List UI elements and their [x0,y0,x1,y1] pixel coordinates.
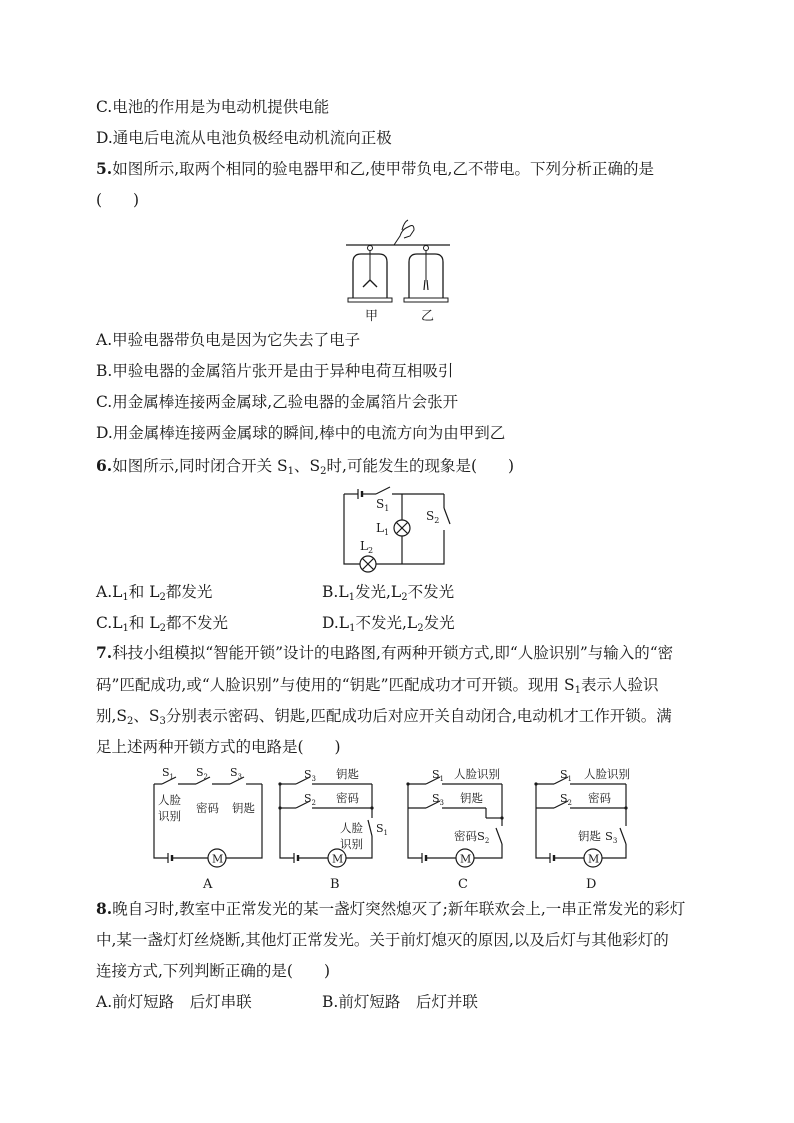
svg-text:钥匙: 钥匙 [336,767,359,781]
q5-stem-text: 如图所示,取两个相同的验电器甲和乙,使甲带负电,乙不带电。下列分析正确的是 [112,160,654,178]
switch-s2 [444,508,450,524]
svg-text:S1: $S_1$ [376,822,389,837]
svg-text:M: M [212,852,224,866]
label-c: C [458,877,468,892]
svg-text:M: M [332,852,344,866]
q6-option-d: $D.L_1$不发光$,L_2$发光 [322,614,455,634]
yi-metal-ball [424,246,429,251]
svg-text:S1: $S_1$ [376,497,390,513]
label-yi: 乙 [421,309,435,324]
svg-text:人脸: 人脸 [340,821,363,835]
q5-option-a: A.甲验电器带负电是因为它失去了电子 [96,331,361,349]
q7-stem-line3: 别$,S_2$、$S_3$分别表示密码、钥匙,匹配成功后对应开关自动闭合,电动机才工作开锁。满 [96,707,672,727]
svg-text:S2: $S_2$ [560,792,573,807]
q8-option-a: A.前灯短路 后灯串联 [96,993,252,1011]
q4-option-c: C.电池的作用是为电动机提供电能 [96,98,330,116]
svg-text:S2: $S_2$ [304,792,317,807]
svg-text:密码S2: 密码$S_2$ [454,829,490,845]
q6-circuit-figure [336,482,456,574]
svg-text:识别: 识别 [158,809,181,823]
label-d: D [586,877,597,892]
circuit-c [406,767,503,892]
q6-option-b: $B.L_1$发光$,L_2$不发光 [322,583,455,603]
q5-option-b: B.甲验电器的金属箔片张开是由于异种电荷互相吸引 [96,362,454,380]
svg-text:L2: $L_2$ [360,539,374,555]
q7-stem-line4: 足上述两种开锁方式的电路是( ) [96,738,341,756]
yi-foil-leaves [424,280,428,290]
svg-text:钥匙: 钥匙 [232,801,255,815]
circuit-a [154,766,262,892]
svg-text:S2: $S_2$ [426,509,440,525]
q6-stem: 6.如图所示,同时闭合开关 $S_1$、$S_2$时,可能发生的现象是( ) [96,456,515,477]
svg-text:钥匙: 钥匙 [460,791,483,805]
q8-stem-line2: 中,某一盏灯灯丝烧断,其他灯正常发光。关于前灯熄灭的原因,以及后灯与其他彩灯的 [96,931,669,949]
svg-text:密码: 密码 [588,791,611,805]
svg-text:S1: $S_1$ [162,766,175,781]
q5-option-c: C.用金属棒连接两金属球,乙验电器的金属箔片会张开 [96,393,459,411]
jia-foil-leaves [363,280,377,287]
q8-option-b: B.前灯短路 后灯并联 [322,993,478,1011]
q5-electroscope-figure [344,214,454,326]
q5-option-d: D.用金属棒连接两金属球的瞬间,棒中的电流方向为由甲到乙 [96,424,506,442]
svg-text:M: M [588,852,600,866]
yi-base [404,298,448,302]
svg-text:S3: $S_3$ [432,792,445,807]
q7-number: 7. [96,643,113,662]
switch-s1 [376,487,390,494]
q5-number: 5. [96,159,113,178]
svg-text:S1: $S_1$ [560,768,573,783]
circuit-d [534,767,630,892]
q4-option-d: D.通电后电流从电池负极经电动机流向正极 [96,129,392,147]
q8-stem-line3: 连接方式,下列判断正确的是( ) [96,962,331,980]
svg-text:人脸识别: 人脸识别 [584,767,630,781]
q5-bracket: ( ) [96,191,140,209]
q7-circuit-figures [146,764,646,894]
svg-text:S1: $S_1$ [432,768,445,783]
q7-stem-line1: 7.科技小组模拟“智能开锁”设计的电路图,有两种开锁方式,即“人脸识别”与输入的“密 [96,643,674,662]
svg-text:人脸识别: 人脸识别 [454,767,500,781]
label-jia: 甲 [365,309,379,324]
q7-stem-line2: 码”匹配成功,或“人脸识别”与使用的“钥匙”匹配成功才可开锁。现用 $S_1$表示人验识 [96,676,659,696]
svg-text:S3: $S_3$ [304,768,317,783]
q5-stem [96,159,654,179]
q8-number: 8. [96,899,113,918]
svg-text:钥匙S3: 钥匙 $S_3$ [578,829,618,845]
label-b: B [330,877,340,892]
q6-option-c: $C.L_1$和 $L_2$都不发光 [96,614,229,634]
hand-icon [394,226,414,246]
svg-text:S2: $S_2$ [196,766,209,781]
q6-option-a: $A.L_1$和 $L_2$都发光 [96,583,213,603]
label-a: A [203,877,213,892]
svg-text:S3: $S_3$ [230,766,243,781]
svg-text:M: M [460,852,472,866]
q6-number: 6. [96,456,113,475]
svg-text:人脸: 人脸 [158,793,181,807]
jia-base [348,298,392,302]
q8-stem-line1: 8.晚自习时,教室中正常发光的某一盏灯突然熄灭了;新年联欢会上,一串正常发光的彩灯 [96,899,686,918]
jia-metal-ball [368,246,373,251]
svg-text:密码: 密码 [196,801,219,815]
svg-text:识别: 识别 [340,837,363,851]
svg-text:L1: $L_1$ [376,521,390,537]
circuit-b [278,767,388,892]
svg-text:密码: 密码 [336,791,359,805]
